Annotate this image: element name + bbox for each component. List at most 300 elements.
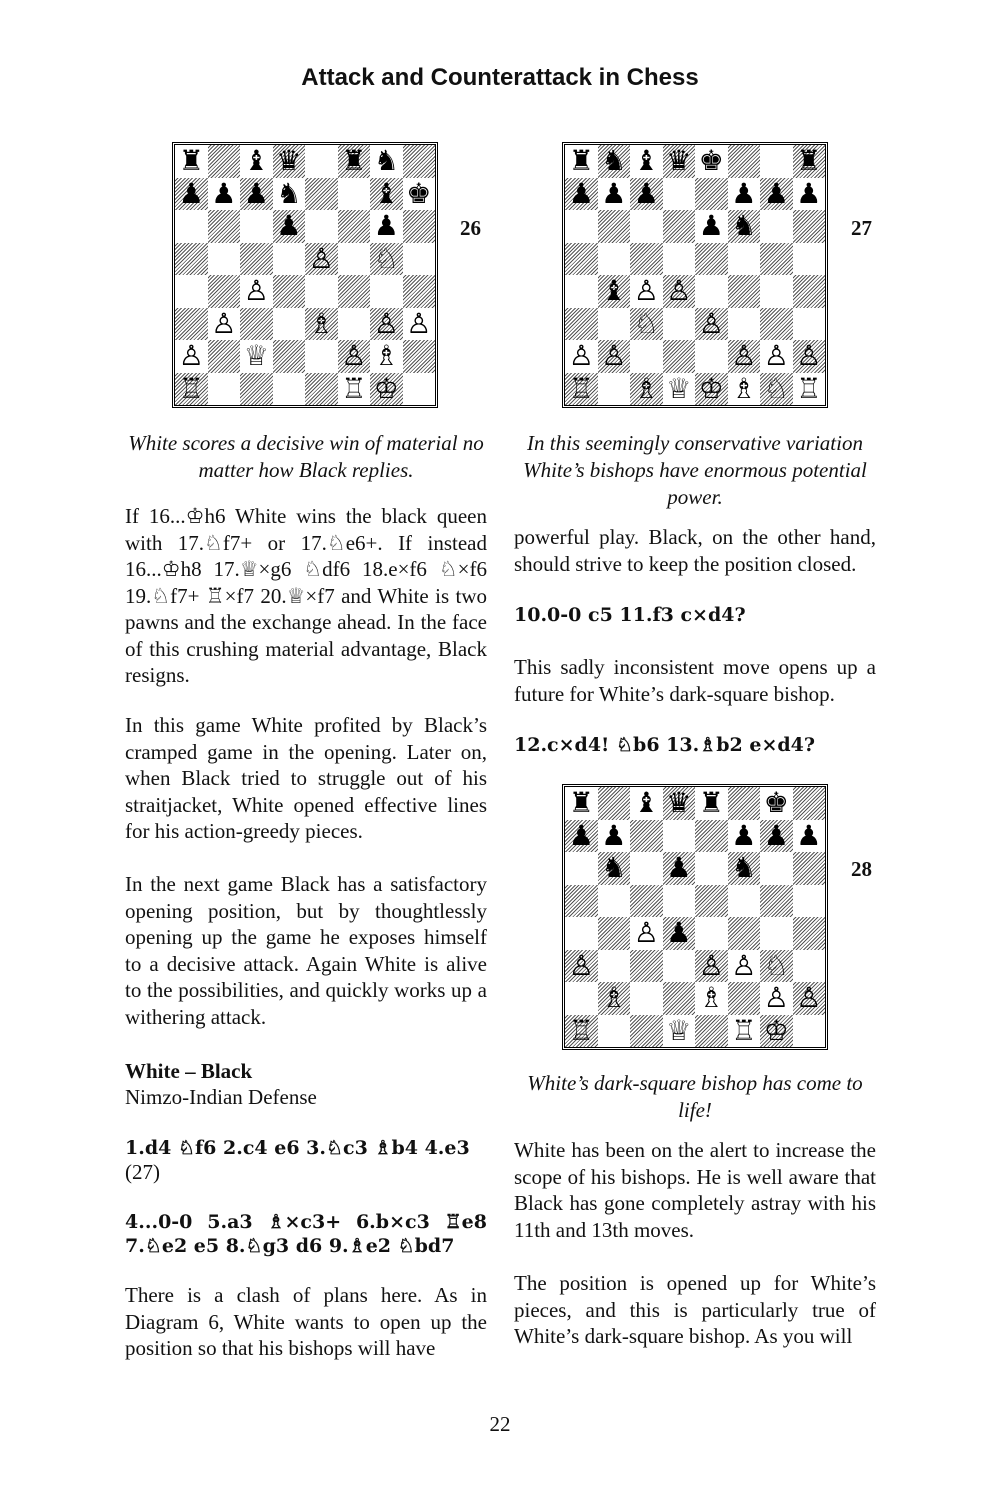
paragraph: In the next game Black has a satisfactory opening position, but by thoughtlessly opening up the game he exposes himself to a decisive attack. Again White is alive to the possibilities, and quickly works up a withering attack. bbox=[125, 872, 487, 1029]
board-square bbox=[760, 917, 793, 950]
board-square bbox=[728, 885, 761, 918]
chess-piece-icon: ♕ bbox=[666, 371, 692, 405]
chess-piece-icon: ♙ bbox=[341, 339, 367, 373]
chess-piece-icon: ♟ bbox=[601, 176, 627, 210]
diagram-number-28: 28 bbox=[851, 857, 872, 881]
board-square bbox=[565, 243, 598, 276]
chess-piece-icon: ♔ bbox=[698, 371, 724, 405]
chess-piece-icon: ♕ bbox=[243, 339, 269, 373]
board-square bbox=[793, 917, 826, 950]
board-square bbox=[663, 1015, 696, 1048]
board-square bbox=[663, 820, 696, 853]
board-square bbox=[793, 820, 826, 853]
chess-piece-icon: ♙ bbox=[243, 274, 269, 308]
board-square bbox=[695, 820, 728, 853]
board-square bbox=[728, 982, 761, 1015]
chess-piece-icon: ♞ bbox=[276, 176, 302, 210]
paragraph: This sadly inconsistent move opens up a future for White’s dark-square bishop. bbox=[514, 655, 876, 706]
board-square bbox=[598, 885, 631, 918]
board-square bbox=[760, 340, 793, 373]
chess-piece-icon: ♙ bbox=[731, 948, 757, 982]
paragraph: White has been on the alert to increase the scope of his bishops. He is well aware that Black has gone completely astray with his 11th and 13th moves. bbox=[514, 1138, 876, 1242]
chess-piece-icon: ♚ bbox=[763, 786, 789, 820]
chess-piece-icon: ♙ bbox=[373, 306, 399, 340]
chess-piece-icon: ♙ bbox=[796, 339, 822, 373]
chess-piece-icon: ♝ bbox=[373, 176, 399, 210]
board-square bbox=[240, 308, 273, 341]
chess-piece-icon: ♙ bbox=[178, 339, 204, 373]
board-square bbox=[695, 210, 728, 243]
chess-piece-icon: ♟ bbox=[763, 176, 789, 210]
chess-piece-icon: ♞ bbox=[731, 209, 757, 243]
chess-piece-icon: ♚ bbox=[406, 176, 432, 210]
board-square bbox=[338, 145, 371, 178]
board-square bbox=[630, 787, 663, 820]
board-square bbox=[728, 340, 761, 373]
board-square bbox=[598, 178, 631, 211]
board-square bbox=[695, 308, 728, 341]
board-square bbox=[273, 275, 306, 308]
chess-piece-icon: ♗ bbox=[731, 371, 757, 405]
move-sequence: 4...0-0 5.a3 ♗×c3+ 6.b×c3 ♖e8 7.♘e2 e5 8.♘g3 d6 9.♗e2 ♘bd7 bbox=[125, 1211, 487, 1257]
board-square bbox=[760, 145, 793, 178]
board-square bbox=[695, 340, 728, 373]
move-sequence bbox=[125, 1136, 487, 1185]
board-square bbox=[338, 308, 371, 341]
board-square bbox=[240, 340, 273, 373]
board-square bbox=[240, 178, 273, 211]
board-square bbox=[663, 275, 696, 308]
chess-piece-icon: ♟ bbox=[568, 818, 594, 852]
board-square bbox=[175, 243, 208, 276]
chess-piece-icon: ♕ bbox=[666, 1013, 692, 1047]
board-square bbox=[760, 820, 793, 853]
board-square bbox=[370, 178, 403, 211]
board-square bbox=[208, 373, 241, 406]
chess-piece-icon: ♟ bbox=[178, 176, 204, 210]
board-square bbox=[793, 210, 826, 243]
chess-piece-icon: ♔ bbox=[373, 371, 399, 405]
board-square bbox=[663, 917, 696, 950]
paragraph: In this game White profited by Black’s cramped game in the opening. Later on, when Black tried to struggle out of his straitjacket, White opened effective lines for his action-greedy pieces. bbox=[125, 713, 487, 843]
chess-piece-icon: ♝ bbox=[633, 144, 659, 178]
board-square bbox=[273, 178, 306, 211]
chess-piece-icon: ♟ bbox=[243, 176, 269, 210]
chess-piece-icon: ♛ bbox=[276, 144, 302, 178]
board-square bbox=[565, 373, 598, 406]
board-square bbox=[598, 243, 631, 276]
paragraph: powerful play. Black, on the other hand, should strive to keep the position closed. bbox=[514, 525, 876, 576]
board-square bbox=[403, 243, 436, 276]
board-square bbox=[630, 982, 663, 1015]
board-square bbox=[630, 885, 663, 918]
board-square bbox=[695, 1015, 728, 1048]
board-square bbox=[403, 340, 436, 373]
board-square bbox=[208, 243, 241, 276]
board-square bbox=[663, 373, 696, 406]
chess-piece-icon: ♟ bbox=[698, 209, 724, 243]
chess-piece-icon: ♜ bbox=[178, 144, 204, 178]
board-square bbox=[760, 373, 793, 406]
board-square bbox=[695, 982, 728, 1015]
board-square bbox=[598, 308, 631, 341]
board-square bbox=[565, 852, 598, 885]
board-square bbox=[273, 145, 306, 178]
board-square bbox=[793, 787, 826, 820]
board-square bbox=[793, 1015, 826, 1048]
board-square bbox=[663, 340, 696, 373]
board-square bbox=[598, 210, 631, 243]
chess-piece-icon: ♖ bbox=[568, 371, 594, 405]
board-square bbox=[728, 950, 761, 983]
chess-piece-icon: ♙ bbox=[406, 306, 432, 340]
board-square bbox=[370, 373, 403, 406]
board-square bbox=[273, 210, 306, 243]
chess-piece-icon: ♖ bbox=[568, 1013, 594, 1047]
board-square bbox=[630, 917, 663, 950]
board-square bbox=[760, 1015, 793, 1048]
board-square bbox=[565, 340, 598, 373]
board-square bbox=[695, 950, 728, 983]
board-square bbox=[565, 1015, 598, 1048]
board-square bbox=[663, 243, 696, 276]
board-square bbox=[208, 178, 241, 211]
board-square bbox=[630, 275, 663, 308]
chess-piece-icon: ♗ bbox=[373, 339, 399, 373]
board-square bbox=[663, 950, 696, 983]
board-square bbox=[403, 210, 436, 243]
chess-piece-icon: ♙ bbox=[698, 306, 724, 340]
chess-piece-icon: ♙ bbox=[633, 274, 659, 308]
chess-piece-icon: ♙ bbox=[666, 274, 692, 308]
board-square bbox=[175, 340, 208, 373]
board-square bbox=[663, 852, 696, 885]
caption-diagram-26: White scores a decisive win of material no matter how Black replies. bbox=[128, 431, 484, 482]
paragraph: There is a clash of plans here. As in Diagram 6, White wants to open up the position so that his bishops will have bbox=[125, 1283, 487, 1360]
board-square bbox=[695, 885, 728, 918]
chess-piece-icon: ♟ bbox=[666, 851, 692, 885]
paragraph: The position is opened up for White’s pieces, and this is particularly true of White’s dark-square bishop. As you will bbox=[514, 1271, 876, 1348]
board-square bbox=[793, 145, 826, 178]
board-square bbox=[305, 373, 338, 406]
board-square bbox=[728, 852, 761, 885]
board-square bbox=[565, 982, 598, 1015]
board-square bbox=[175, 275, 208, 308]
chess-piece-icon: ♙ bbox=[763, 339, 789, 373]
board-square bbox=[598, 852, 631, 885]
board-square bbox=[370, 275, 403, 308]
chess-piece-icon: ♙ bbox=[568, 339, 594, 373]
chess-piece-icon: ♘ bbox=[763, 948, 789, 982]
board-square bbox=[338, 178, 371, 211]
diagram-reference: (27) bbox=[125, 1160, 160, 1184]
chess-diagram-26 bbox=[172, 142, 438, 408]
board-square bbox=[760, 950, 793, 983]
chess-piece-icon: ♗ bbox=[601, 981, 627, 1015]
board-square bbox=[695, 852, 728, 885]
board-square bbox=[630, 820, 663, 853]
board-square bbox=[240, 210, 273, 243]
board-square bbox=[793, 340, 826, 373]
chess-piece-icon: ♖ bbox=[731, 1013, 757, 1047]
board-square bbox=[760, 852, 793, 885]
board-square bbox=[565, 210, 598, 243]
chess-piece-icon: ♙ bbox=[698, 948, 724, 982]
opening-name: Nimzo-Indian Defense bbox=[125, 1085, 317, 1109]
board-square bbox=[305, 275, 338, 308]
board-square bbox=[793, 982, 826, 1015]
board-square bbox=[695, 178, 728, 211]
chess-piece-icon: ♟ bbox=[731, 818, 757, 852]
chess-piece-icon: ♜ bbox=[568, 144, 594, 178]
board-square bbox=[793, 243, 826, 276]
board-square bbox=[273, 373, 306, 406]
board-square bbox=[565, 787, 598, 820]
board-square bbox=[175, 178, 208, 211]
board-square bbox=[760, 243, 793, 276]
board-square bbox=[403, 178, 436, 211]
diagram-number-27: 27 bbox=[851, 216, 872, 240]
chess-piece-icon: ♞ bbox=[601, 144, 627, 178]
chess-piece-icon: ♖ bbox=[796, 371, 822, 405]
board-square bbox=[338, 243, 371, 276]
chess-piece-icon: ♝ bbox=[601, 274, 627, 308]
board-square bbox=[240, 243, 273, 276]
chess-piece-icon: ♛ bbox=[666, 786, 692, 820]
board-square bbox=[208, 340, 241, 373]
board-square bbox=[630, 1015, 663, 1048]
chess-piece-icon: ♟ bbox=[568, 176, 594, 210]
board-square bbox=[663, 885, 696, 918]
board-square bbox=[598, 145, 631, 178]
board-square bbox=[370, 145, 403, 178]
board-square bbox=[598, 787, 631, 820]
chess-piece-icon: ♟ bbox=[373, 209, 399, 243]
board-square bbox=[728, 275, 761, 308]
board-square bbox=[273, 340, 306, 373]
board-square bbox=[565, 917, 598, 950]
board-square bbox=[728, 145, 761, 178]
chess-diagram-27 bbox=[562, 142, 828, 408]
paragraph: If 16...♔h6 White wins the black queen with 17.♘f7+ or 17.♘e6+. If instead 16...♔h8 17.♕×g6 ♘df6 18.e×f6 ♘×f6 19.♘f7+ ♖×f7 20.♕×f7 and White is two pawns and the exchange ahead. In the face of this crushing material advantage, Black resigns. bbox=[125, 504, 487, 687]
board-square bbox=[630, 308, 663, 341]
chess-piece-icon: ♟ bbox=[796, 176, 822, 210]
board-square bbox=[728, 787, 761, 820]
chess-piece-icon: ♗ bbox=[633, 371, 659, 405]
board-square bbox=[663, 308, 696, 341]
chess-piece-icon: ♝ bbox=[633, 786, 659, 820]
board-square bbox=[305, 243, 338, 276]
board-square bbox=[598, 275, 631, 308]
chess-piece-icon: ♙ bbox=[763, 981, 789, 1015]
board-square bbox=[565, 308, 598, 341]
board-square bbox=[630, 373, 663, 406]
board-square bbox=[565, 950, 598, 983]
board-square bbox=[240, 373, 273, 406]
board-square bbox=[175, 210, 208, 243]
chess-piece-icon: ♟ bbox=[763, 818, 789, 852]
board-square bbox=[598, 982, 631, 1015]
board-square bbox=[663, 210, 696, 243]
board-square bbox=[760, 308, 793, 341]
chess-piece-icon: ♜ bbox=[698, 786, 724, 820]
moves-text: 1.d4 ♘f6 2.c4 e6 3.♘c3 ♗b4 4.e3 bbox=[125, 1137, 470, 1159]
board-square bbox=[760, 178, 793, 211]
board-square bbox=[598, 950, 631, 983]
board-square bbox=[793, 308, 826, 341]
board-square bbox=[793, 885, 826, 918]
board-square bbox=[338, 275, 371, 308]
board-square bbox=[630, 210, 663, 243]
move-sequence: 10.0-0 c5 11.f3 c×d4? bbox=[514, 604, 746, 626]
chess-piece-icon: ♟ bbox=[601, 818, 627, 852]
chess-piece-icon: ♜ bbox=[568, 786, 594, 820]
board-square bbox=[695, 145, 728, 178]
chess-piece-icon: ♗ bbox=[308, 306, 334, 340]
chess-piece-icon: ♙ bbox=[796, 981, 822, 1015]
board-square bbox=[598, 917, 631, 950]
board-square bbox=[695, 373, 728, 406]
board-square bbox=[403, 145, 436, 178]
board-square bbox=[760, 210, 793, 243]
board-square bbox=[403, 275, 436, 308]
board-square bbox=[630, 243, 663, 276]
board-square bbox=[728, 308, 761, 341]
chess-piece-icon: ♟ bbox=[731, 176, 757, 210]
diagram-number-26: 26 bbox=[460, 216, 481, 240]
chess-diagram-28 bbox=[562, 784, 828, 1050]
board-square bbox=[208, 210, 241, 243]
chess-piece-icon: ♙ bbox=[568, 948, 594, 982]
board-square bbox=[175, 308, 208, 341]
chess-piece-icon: ♟ bbox=[796, 818, 822, 852]
chess-piece-icon: ♙ bbox=[731, 339, 757, 373]
board-square bbox=[728, 373, 761, 406]
board-square bbox=[630, 340, 663, 373]
board-square bbox=[728, 178, 761, 211]
chess-piece-icon: ♙ bbox=[211, 306, 237, 340]
board-square bbox=[565, 820, 598, 853]
board-square bbox=[793, 950, 826, 983]
chess-piece-icon: ♙ bbox=[308, 241, 334, 275]
board-square bbox=[598, 340, 631, 373]
board-square bbox=[663, 787, 696, 820]
board-square bbox=[630, 178, 663, 211]
board-square bbox=[565, 275, 598, 308]
board-square bbox=[760, 885, 793, 918]
board-square bbox=[695, 917, 728, 950]
board-square bbox=[273, 243, 306, 276]
board-square bbox=[305, 308, 338, 341]
board-square bbox=[793, 852, 826, 885]
board-square bbox=[598, 820, 631, 853]
running-header: Attack and Counterattack in Chess bbox=[301, 64, 699, 91]
board-square bbox=[793, 275, 826, 308]
board-square bbox=[370, 340, 403, 373]
board-square bbox=[305, 340, 338, 373]
board-square bbox=[760, 982, 793, 1015]
board-square bbox=[370, 243, 403, 276]
board-square bbox=[695, 787, 728, 820]
chess-piece-icon: ♟ bbox=[666, 916, 692, 950]
board-square bbox=[630, 852, 663, 885]
board-square bbox=[760, 275, 793, 308]
board-square bbox=[728, 820, 761, 853]
board-square bbox=[630, 145, 663, 178]
board-square bbox=[305, 210, 338, 243]
chess-piece-icon: ♝ bbox=[243, 144, 269, 178]
board-square bbox=[695, 275, 728, 308]
board-square bbox=[728, 210, 761, 243]
chess-piece-icon: ♜ bbox=[341, 144, 367, 178]
chess-piece-icon: ♙ bbox=[601, 339, 627, 373]
game-players: White – Black bbox=[125, 1059, 253, 1083]
board-square bbox=[175, 145, 208, 178]
board-square bbox=[728, 243, 761, 276]
chess-piece-icon: ♘ bbox=[373, 241, 399, 275]
board-square bbox=[208, 275, 241, 308]
chess-piece-icon: ♟ bbox=[633, 176, 659, 210]
chess-piece-icon: ♞ bbox=[731, 851, 757, 885]
board-square bbox=[175, 373, 208, 406]
board-square bbox=[338, 340, 371, 373]
board-square bbox=[273, 308, 306, 341]
chess-piece-icon: ♖ bbox=[341, 371, 367, 405]
board-square bbox=[370, 210, 403, 243]
board-square bbox=[598, 373, 631, 406]
caption-diagram-28: White’s dark-square bishop has come to life! bbox=[527, 1071, 863, 1122]
board-square bbox=[305, 178, 338, 211]
chess-piece-icon: ♘ bbox=[763, 371, 789, 405]
board-square bbox=[565, 178, 598, 211]
chess-piece-icon: ♘ bbox=[633, 306, 659, 340]
board-square bbox=[370, 308, 403, 341]
page-number: 22 bbox=[489, 1412, 511, 1436]
board-square bbox=[695, 243, 728, 276]
board-square bbox=[338, 210, 371, 243]
chess-piece-icon: ♗ bbox=[698, 981, 724, 1015]
chess-piece-icon: ♜ bbox=[796, 144, 822, 178]
board-square bbox=[728, 917, 761, 950]
chess-piece-icon: ♟ bbox=[211, 176, 237, 210]
board-square bbox=[338, 373, 371, 406]
board-square bbox=[793, 373, 826, 406]
board-square bbox=[793, 178, 826, 211]
board-square bbox=[630, 950, 663, 983]
board-square bbox=[663, 178, 696, 211]
board-square bbox=[728, 1015, 761, 1048]
chess-piece-icon: ♞ bbox=[601, 851, 627, 885]
board-square bbox=[565, 145, 598, 178]
board-square bbox=[240, 275, 273, 308]
move-sequence: 12.c×d4! ♘b6 13.♗b2 e×d4? bbox=[514, 734, 816, 756]
chess-piece-icon: ♟ bbox=[276, 209, 302, 243]
chess-piece-icon: ♔ bbox=[763, 1013, 789, 1047]
chess-piece-icon: ♙ bbox=[633, 916, 659, 950]
board-square bbox=[208, 308, 241, 341]
board-square bbox=[403, 373, 436, 406]
board-square bbox=[240, 145, 273, 178]
board-square bbox=[663, 145, 696, 178]
chess-piece-icon: ♚ bbox=[698, 144, 724, 178]
board-square bbox=[403, 308, 436, 341]
chess-piece-icon: ♖ bbox=[178, 371, 204, 405]
board-square bbox=[208, 145, 241, 178]
board-square bbox=[565, 885, 598, 918]
board-square bbox=[663, 982, 696, 1015]
board-square bbox=[760, 787, 793, 820]
board-square bbox=[598, 1015, 631, 1048]
